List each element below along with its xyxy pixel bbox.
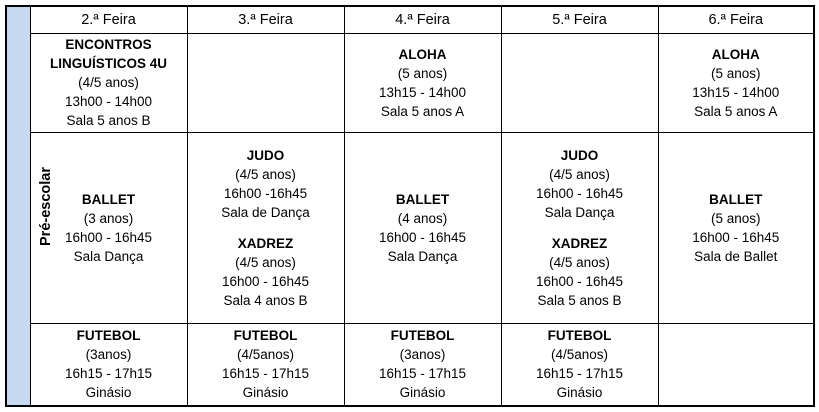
activity-time: 13h15 - 14h00	[378, 84, 467, 100]
activity-age: (4/5 anos)	[549, 166, 610, 182]
activity-room: Sala 5 anos A	[380, 103, 465, 119]
section-label-cell	[6, 6, 54, 406]
activity-name	[31, 35, 187, 73]
schedule-container	[5, 5, 813, 407]
schedule-cell-wednesday	[344, 323, 501, 406]
activity-age: (4/5 anos)	[78, 75, 139, 91]
activity-name: XADREZ	[237, 235, 294, 251]
schedule-cell-friday	[658, 34, 814, 133]
activity-name: BALLET	[81, 191, 136, 207]
activity-time: 16h00 - 16h45	[535, 273, 624, 289]
activity-age: (4/5 anos)	[235, 254, 296, 270]
activity-name: JUDO	[246, 147, 285, 163]
activity-name-line: LINGUÍSTICOS 4U	[49, 56, 167, 72]
activity-name: JUDO	[560, 147, 599, 163]
schedule-cell-monday	[30, 34, 187, 133]
schedule-cell-tuesday	[187, 132, 344, 323]
activity-room: Sala 4 anos B	[223, 292, 308, 308]
activity-room: Sala Dança	[544, 204, 615, 220]
activity-room: Sala 5 anos B	[537, 292, 622, 308]
day-header-tuesday: 3.ª Feira	[187, 6, 344, 34]
schedule-row	[6, 34, 814, 133]
activity-schedule-table	[5, 5, 815, 407]
activity-time: 16h00 - 16h45	[378, 229, 467, 245]
activity-room: Ginásio	[399, 385, 446, 401]
activity-time: 16h15 - 17h15	[378, 366, 467, 382]
activity-age: (3 anos)	[83, 210, 134, 226]
activity-age: (4/5 anos)	[549, 254, 610, 270]
schedule-cell-friday	[658, 132, 814, 323]
activity-time: 16h15 - 17h15	[221, 366, 310, 382]
section-label: Pré-escolar	[38, 167, 54, 246]
activity-age: (4 anos)	[397, 210, 448, 226]
activity-name: ALOHA	[711, 46, 760, 62]
activity-room: Sala Dança	[73, 248, 144, 264]
day-header-monday: 2.ª Feira	[30, 6, 187, 34]
activity-name: XADREZ	[551, 235, 608, 251]
schedule-cell-thursday	[501, 323, 658, 406]
schedule-cell-wednesday	[344, 34, 501, 133]
activity-name: FUTEBOL	[547, 328, 612, 344]
activity-time: 13h15 - 14h00	[692, 84, 780, 100]
activity-room: Sala de Dança	[221, 204, 310, 220]
schedule-cell-monday	[30, 323, 187, 406]
schedule-row	[6, 323, 814, 406]
activity-age: (3anos)	[85, 347, 132, 363]
activity-name: FUTEBOL	[233, 328, 298, 344]
activity-age: (3anos)	[399, 347, 446, 363]
activity-room: Sala 5 anos B	[66, 113, 151, 129]
header-row	[6, 6, 814, 34]
activity-age: (5 anos)	[710, 65, 761, 81]
activity-room: Sala de Ballet	[694, 248, 778, 264]
schedule-cell-thursday	[501, 34, 658, 133]
activity-name: ALOHA	[398, 46, 447, 62]
activity-spacer	[502, 222, 658, 234]
day-header-friday: 6.ª Feira	[658, 6, 814, 34]
activity-name: FUTEBOL	[390, 328, 455, 344]
schedule-cell-friday	[658, 323, 814, 406]
activity-age: (5 anos)	[397, 65, 448, 81]
activity-name: BALLET	[709, 191, 763, 207]
schedule-cell-tuesday	[187, 34, 344, 133]
activity-time: 16h15 - 17h15	[64, 366, 153, 382]
activity-time: 13h00 - 14h00	[64, 94, 153, 110]
activity-time: 16h00 - 16h45	[64, 229, 153, 245]
activity-time: 16h00 - 16h45	[535, 185, 624, 201]
activity-name: BALLET	[395, 191, 450, 207]
activity-room: Ginásio	[85, 385, 132, 401]
schedule-cell-tuesday	[187, 323, 344, 406]
activity-name-line: ENCONTROS	[65, 37, 152, 53]
schedule-row	[6, 132, 814, 323]
activity-spacer	[188, 222, 344, 234]
activity-age: (4/5anos)	[236, 347, 295, 363]
activity-room: Sala 5 anos A	[694, 103, 778, 119]
activity-time: 16h00 - 16h45	[221, 273, 310, 289]
schedule-cell-thursday	[501, 132, 658, 323]
activity-name: FUTEBOL	[76, 328, 141, 344]
activity-time: 16h00 -16h45	[223, 185, 308, 201]
activity-room: Ginásio	[556, 385, 603, 401]
schedule-cell-wednesday	[344, 132, 501, 323]
activity-room: Ginásio	[242, 385, 289, 401]
activity-time: 16h00 - 16h45	[692, 229, 780, 245]
activity-room: Sala Dança	[387, 248, 458, 264]
activity-age: (4/5 anos)	[235, 166, 296, 182]
activity-time: 16h15 - 17h15	[535, 366, 624, 382]
activity-age: (5 anos)	[710, 210, 761, 226]
activity-age: (4/5anos)	[550, 347, 609, 363]
day-header-wednesday: 4.ª Feira	[344, 6, 501, 34]
day-header-thursday: 5.ª Feira	[501, 6, 658, 34]
